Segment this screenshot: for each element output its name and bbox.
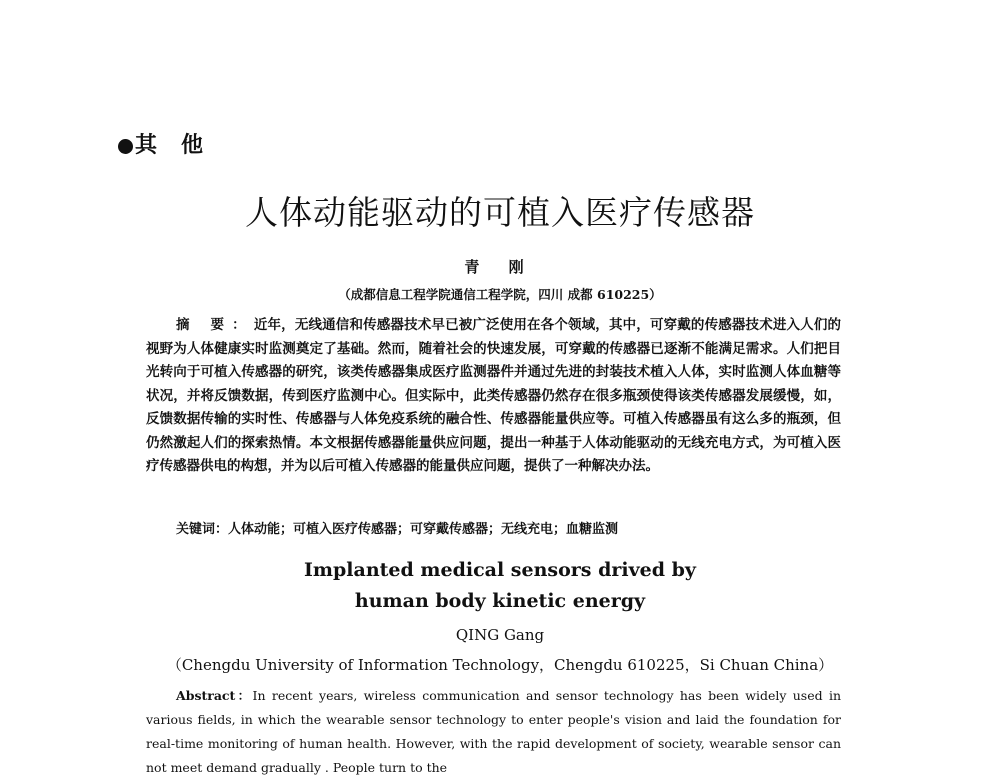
affiliation-cn: （成都信息工程学院通信工程学院，四川 成都 610225） bbox=[338, 287, 662, 302]
paper-title-en bbox=[0, 555, 1000, 617]
keywords-cn-label: 关键词： bbox=[176, 522, 229, 537]
section-label-1: 其 bbox=[135, 132, 160, 158]
abstract-cn bbox=[146, 314, 841, 479]
abstract-cn-text: 近年，无线通信和传感器技术早已被广泛使用在各个领域，其中，可穿戴的传感器技术进入人们的视野为人体健康实时监测奠定了基础。然而，随着社会的快速发展，可穿戴的传感器已逐渐不能满足需求。人们把目光转向于可植入传感器的研究，该类传感器集成医疗监测器件并通过先进的封装技术植入人体，实时监测人体血糖等状况，并将反馈数据，传到医疗监测中心。但实际中，此类传感器仍然存在很多瓶颈使得该类传感器发展缓慢，如，反馈数据传输的实时性、传感器与人体免疫系统的融合性、传感器能量供应等。可植入传感器虽有这么多的瓶颈，但仍然激起人们的探索热情。本文根据传感器能量供应问题，提出一种基于人体动能驱动的无线充电方式，为可植入医疗传感器供电的构想，并为以后可植入传感器的能量供应问题，提供了一种解决办法。 bbox=[146, 317, 842, 474]
section-heading bbox=[118, 128, 205, 159]
title-en-line-2: human body kinetic energy bbox=[354, 590, 646, 612]
paper-title-cn: 人体动能驱动的可植入医疗传感器 bbox=[245, 193, 755, 232]
abstract-en-label: Abstract： bbox=[176, 688, 253, 703]
keywords-cn-text: 人体动能；可植入医疗传感器；可穿戴传感器；无线充电；血糖监测 bbox=[228, 522, 619, 537]
author-cn: 青 刚 bbox=[464, 258, 536, 276]
abstract-en-text: In recent years, wireless communication and sensor technology has been widely used in various fields, in which the wearable sensor technology to enter people's vision and laid the foundation for real-time monitoring of human health. However, with the rapid development of society, wearable sensor can not meet demand gradually . People turn to the bbox=[146, 688, 841, 775]
keywords-cn bbox=[176, 518, 618, 537]
abstract-cn-label: 摘 要： bbox=[176, 317, 254, 333]
title-en-line-1: Implanted medical sensors drived by bbox=[304, 559, 696, 581]
abstract-en bbox=[146, 684, 841, 780]
section-label-2: 他 bbox=[181, 132, 206, 158]
bullet-icon bbox=[118, 139, 133, 154]
affiliation-en: （Chengdu University of Information Technology，Chengdu 610225，Si Chuan China） bbox=[166, 656, 834, 674]
author-en: QING Gang bbox=[455, 626, 545, 644]
